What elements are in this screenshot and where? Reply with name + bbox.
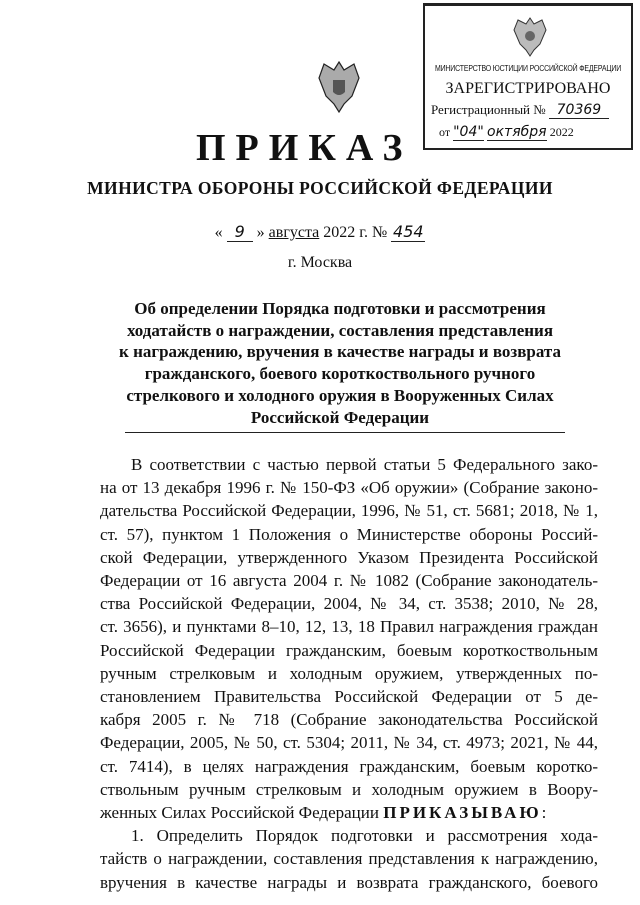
order-year: 2022 г. bbox=[323, 224, 369, 241]
order-number: 454 bbox=[393, 222, 424, 241]
heading-line: стрелкового и холодного оружия в Вооруженных Силах bbox=[126, 385, 554, 405]
stamp-ministry: МИНИСТЕРСТВО ЮСТИЦИИ РОССИЙСКОЙ ФЕДЕРАЦИИ bbox=[434, 63, 622, 73]
item-line: вручения в качестве награды и возврата гражданского, боевого bbox=[100, 872, 598, 892]
item-line: 1. Определить Порядок подготовки и рассмотрения хода- bbox=[131, 826, 598, 846]
coat-of-arms-icon bbox=[316, 58, 362, 116]
from-label: от bbox=[439, 125, 451, 139]
body-line: ства Российской Федерации, 2004, № 34, ст. 3538; 2010, № 28, bbox=[100, 594, 598, 614]
heading-line: гражданского, боевого короткоствольного ручного bbox=[144, 364, 536, 384]
order-date-number bbox=[0, 222, 640, 242]
reg-label: Регистрационный № bbox=[431, 102, 546, 117]
order-month: августа bbox=[268, 224, 320, 241]
body-line: ст. 7414), в целях награждения гражданским, боевым коротко- bbox=[100, 756, 598, 776]
body-line: ст. 57), пунктом 1 Положения о Министерстве обороны Россий- bbox=[100, 524, 598, 544]
body-line: ствольным ручным стрелковым и холодным оружием в Воору- bbox=[100, 779, 598, 799]
item-line: тайств о награждении, составления представления к награждению, bbox=[100, 849, 598, 869]
reg-number: 70369 bbox=[549, 102, 609, 119]
heading-line: ходатайств о награждении, составления представления bbox=[126, 320, 554, 340]
heading-line: к награждению, вручения в качестве награды и возврата bbox=[119, 342, 561, 362]
body-line: В соответствии с частью первой статьи 5 Федерального зако- bbox=[131, 455, 598, 474]
body-line bbox=[100, 801, 598, 824]
heading-underline bbox=[125, 432, 565, 433]
heading-line: Российской Федерации bbox=[250, 407, 430, 427]
number-label: № bbox=[372, 224, 388, 241]
stamp-reg-line bbox=[431, 102, 609, 119]
body-line: ручным стрелковым и холодным оружием, утвержденных по- bbox=[100, 663, 598, 683]
double-headed-eagle-emblem-icon bbox=[510, 14, 550, 59]
stamp-date-line bbox=[439, 124, 574, 141]
order-colon: : bbox=[541, 803, 547, 823]
stamp-registered: ЗАРЕГИСТРИРОВАНО bbox=[445, 80, 611, 97]
body-line: становлением Правительства Российской Федерации от 5 де- bbox=[100, 687, 598, 707]
order-day: 9 bbox=[227, 222, 253, 242]
body-line: Федерации от 16 августа 2004 г. № 1082 (Собрание законодатель- bbox=[100, 571, 598, 591]
reg-month: октября bbox=[487, 124, 547, 140]
body-text bbox=[100, 453, 598, 894]
document-title: ПРИКАЗ bbox=[196, 127, 413, 169]
document-subtitle: МИНИСТРА ОБОРОНЫ РОССИЙСКОЙ ФЕДЕРАЦИИ bbox=[87, 178, 553, 198]
quote-open: « bbox=[214, 224, 223, 241]
body-line: кабря 2005 г. № 718 (Собрание законодательства Российской bbox=[100, 710, 598, 730]
registration-stamp bbox=[423, 3, 633, 150]
heading-line: Об определении Порядка подготовки и рассмотрения bbox=[134, 299, 546, 318]
body-line-text: женных Силах Российской Федерации bbox=[100, 803, 379, 823]
reg-year: 2022 bbox=[549, 125, 574, 139]
body-line: дательства Российской Федерации, 1996, № 51, ст. 5681; 2018, № 1, bbox=[100, 501, 598, 521]
order-heading bbox=[70, 298, 610, 428]
body-line: ст. 3656), и пунктами 8–10, 12, 13, 18 Правил награждения граждан bbox=[100, 617, 598, 637]
quote-close: » bbox=[256, 224, 265, 241]
body-line: на от 13 декабря 1996 г. № 150-ФЗ «Об оружии» (Собрание законо- bbox=[100, 478, 598, 498]
reg-day: "04" bbox=[453, 124, 484, 140]
body-line: Федерации, 2005, № 50, ст. 5304; 2011, № 34, ст. 4973; 2021, № 44, bbox=[100, 733, 598, 753]
body-line: ской Федерации, утвержденного Указом Президента Российской bbox=[100, 547, 598, 567]
order-word: ПРИКАЗЫВАЮ bbox=[383, 803, 542, 823]
city: г. Москва bbox=[287, 254, 353, 271]
body-line: Российской Федерации гражданским, боевым короткоствольным bbox=[100, 640, 598, 660]
